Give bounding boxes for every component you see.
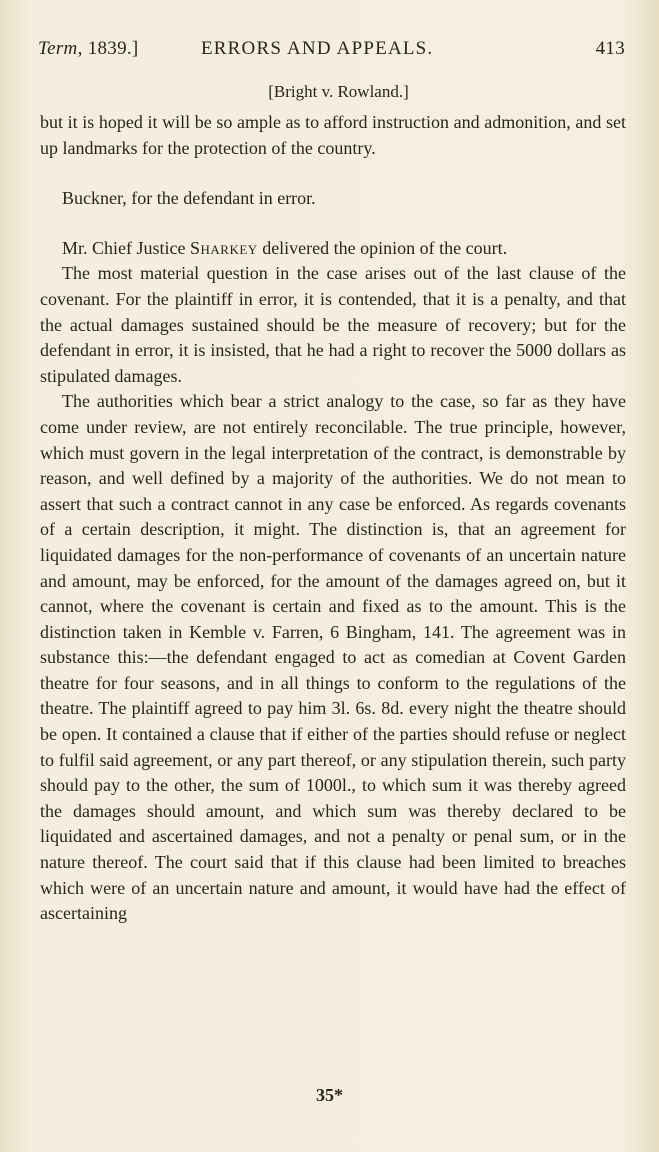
signature-mark: 35* [316, 1085, 343, 1105]
paragraph-question: The most material question in the case arises out of the last clause of the covenant. For the plaintiff in error, it is contended, that it is a penalty, and that the actual damages sustained should be the measure of recovery; but for the defendant in error, it is insisted, that he had a right to recover the 5000 dollars as stipulated damages. [40, 263, 626, 386]
justice-name: Sharkey [190, 237, 258, 258]
paragraph-counsel: Buckner, for the defendant in error. [62, 188, 316, 209]
paragraph-continuation: but it is hoped it will be so ample as to afford instruction and admonition, and set up landmarks for the protection of the country. [40, 112, 626, 158]
case-name: [Bright v. Rowland.] [268, 82, 409, 101]
opinion-intro-post: delivered the opinion of the court. [257, 237, 508, 258]
page-body [40, 110, 626, 927]
opinion-intro-pre: Mr. Chief Justice [62, 237, 190, 258]
header-term [38, 38, 139, 60]
header-term-word: Term, [38, 38, 83, 59]
paragraph-opinion-intro [40, 236, 626, 262]
paragraph-authorities: The authorities which bear a strict analogy to the case, so far as they have come under review, are not entirely reconcilable. The true principle, however, which must govern in the legal interpretation of the contract, is demonstrable by reason, and well defined by a majority of the authorities. We do not mean to assert that such a contract cannot in any case be enforced. As regards covenants of a certain description, it might. The distinction is, that an agreement for liquidated damages for the non-performance of covenants of an uncertain nature and amount, may be enforced, for the amount of the damages agreed on, but it cannot, where the covenant is certain and fixed as to the amount. This is the distinction taken in Kemble v. Farren, 6 Bingham, 141. The agreement was in substance this:—the defendant engaged to act as comedian at Covent Garden theatre for four seasons, and in all things to conform to the regulations of the theatre. The plaintiff agreed to pay him 3l. 6s. 8d. every night the theatre should be open. It contained a clause that if either of the parties should refuse or neglect to fulfil said agreement, or any part thereof, or any stipulation therein, such party should pay to the other, the sum of 1000l., to which sum it was thereby agreed the damages should amount, and which sum was thereby declared to be liquidated and ascertained damages, and not a penalty or penal sum, or in the nature thereof. The court said that if this clause had been limited to breaches which were of an uncertain nature and amount, it would have had the effect of ascertaining [40, 391, 626, 924]
header-title: ERRORS AND APPEALS. [201, 38, 434, 59]
header-year: 1839.] [87, 38, 139, 59]
page-number: 413 [595, 38, 625, 59]
